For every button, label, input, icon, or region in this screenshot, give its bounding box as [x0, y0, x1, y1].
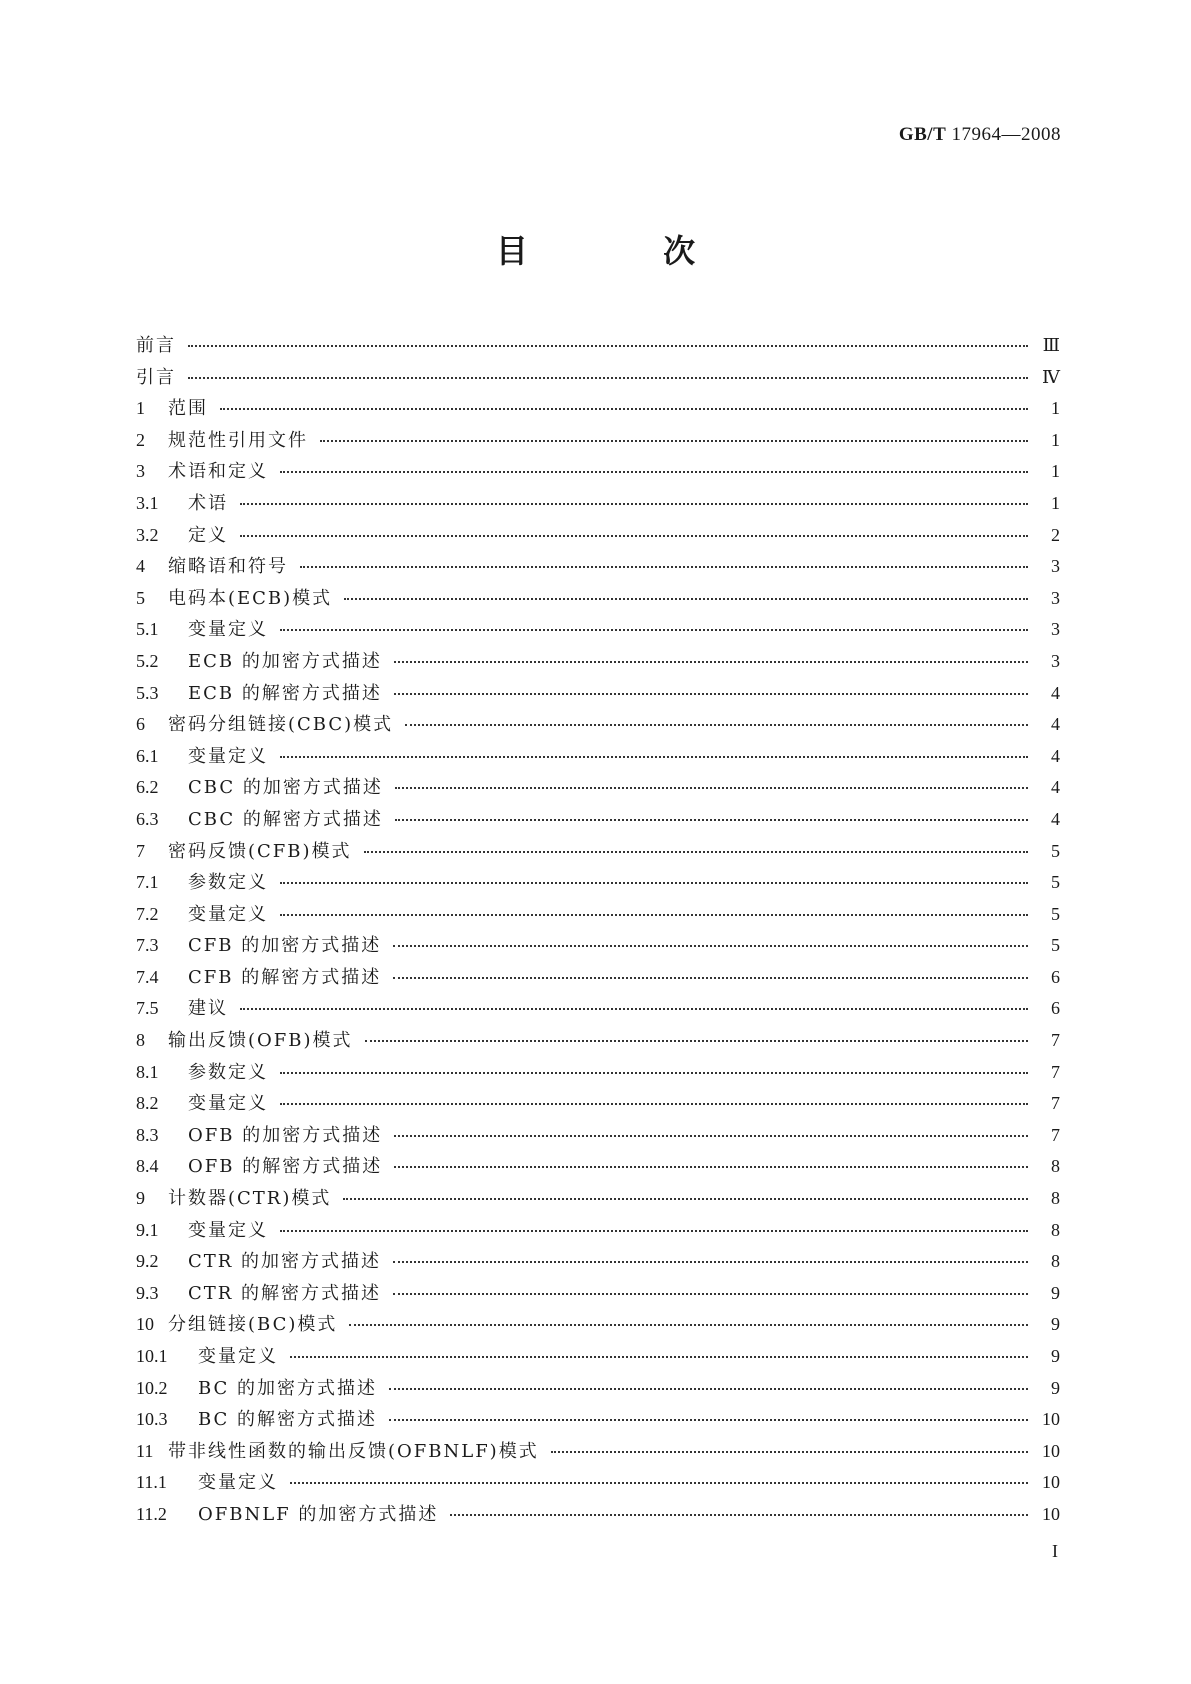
toc-entry-title: 分组链接(BC)模式 [168, 1314, 338, 1336]
toc-entry-number: 9 [136, 1188, 145, 1209]
toc-dot-leader [220, 408, 1028, 410]
toc-entry-title: 变量定义 [188, 1219, 268, 1241]
toc-entry[interactable] [136, 1500, 1060, 1532]
toc-entry[interactable] [136, 1374, 1060, 1406]
toc-entry-page: 9 [1051, 1346, 1060, 1366]
toc-entry-title: 密码反馈(CFB)模式 [168, 840, 352, 862]
toc-entry-page: 8 [1051, 1251, 1060, 1272]
toc-entry-page: 9 [1051, 1377, 1060, 1398]
toc-entry-page: 10 [1042, 1503, 1060, 1524]
toc-entry-title: 参数定义 [188, 872, 268, 894]
toc-entry-page: 3 [1051, 556, 1060, 577]
toc-entry-number: 2 [136, 429, 145, 450]
toc-entry[interactable] [136, 994, 1060, 1026]
toc-entry-number: 6 [136, 714, 145, 735]
toc-entry-number: 5 [136, 587, 145, 608]
toc-entry[interactable] [136, 1247, 1060, 1279]
toc-entry-number: 10.2 [136, 1377, 168, 1398]
toc-entry-number: 5.1 [136, 619, 159, 640]
toc-entry[interactable] [136, 647, 1060, 679]
toc-entry-title: CBC 的加密方式描述 [188, 777, 383, 799]
toc-dot-leader [393, 977, 1028, 979]
toc-entry[interactable] [136, 552, 1060, 584]
toc-dot-leader [395, 819, 1028, 821]
toc-dot-leader [405, 724, 1028, 726]
toc-dot-leader [188, 345, 1028, 347]
toc-entry-number: 6.1 [136, 745, 159, 766]
toc-entry-title: 定义 [188, 524, 228, 546]
toc-entry[interactable] [136, 1279, 1060, 1311]
toc-entry-number: 3 [136, 461, 145, 482]
toc-entry-title: 变量定义 [188, 745, 268, 767]
toc-entry[interactable] [136, 773, 1060, 805]
toc-entry-title: 术语 [188, 492, 228, 514]
toc-entry-number: 6.3 [136, 808, 159, 829]
toc-entry-number: 1 [136, 398, 145, 419]
toc-entry-page: 8 [1051, 1188, 1060, 1209]
toc-entry-page: 8 [1051, 1219, 1060, 1240]
toc-dot-leader [280, 914, 1028, 916]
toc-entry[interactable] [136, 489, 1060, 521]
toc-entry-page: 7 [1051, 1030, 1060, 1051]
toc-dot-leader [280, 471, 1028, 473]
toc-entry[interactable] [136, 615, 1060, 647]
toc-dot-leader [280, 756, 1028, 758]
toc-entry[interactable] [136, 394, 1060, 426]
toc-entry-title: OFBNLF 的加密方式描述 [198, 1503, 439, 1525]
toc-entry-title: 密码分组链接(CBC)模式 [168, 714, 394, 736]
toc-entry-title: 输出反馈(OFB)模式 [168, 1030, 353, 1052]
toc-entry-number: 8.3 [136, 1124, 159, 1145]
toc-entry-title: BC 的解密方式描述 [198, 1409, 378, 1431]
toc-dot-leader [280, 1103, 1028, 1105]
toc-entry[interactable] [136, 1184, 1060, 1216]
toc-entry-page: 10 [1042, 1472, 1060, 1493]
toc-entry[interactable] [136, 1058, 1060, 1090]
toc-entry-number: 4 [136, 556, 145, 577]
toc-entry-page: 1 [1051, 398, 1060, 419]
toc-entry[interactable] [136, 331, 1060, 363]
toc-dot-leader [394, 1166, 1028, 1168]
toc-dot-leader [364, 851, 1028, 853]
toc-entry-number: 10.1 [136, 1346, 168, 1366]
toc-entry-title: 缩略语和符号 [168, 556, 288, 578]
toc-entry-number: 3.1 [136, 492, 159, 513]
toc-dot-leader [343, 1198, 1028, 1200]
toc-entry[interactable] [136, 868, 1060, 900]
toc-dot-leader [240, 1008, 1028, 1010]
toc-entry-number: 7.5 [136, 998, 159, 1019]
toc-entry-number: 9.2 [136, 1251, 159, 1272]
toc-entry-page: 5 [1051, 903, 1060, 924]
toc-dot-leader [349, 1324, 1028, 1326]
toc-dot-leader [240, 503, 1028, 505]
toc-entry-title: 术语和定义 [168, 461, 268, 483]
toc-entry-title: CTR 的加密方式描述 [188, 1251, 382, 1273]
toc-entry-number: 7.3 [136, 935, 159, 956]
toc-entry[interactable] [136, 679, 1060, 711]
toc-dot-leader [280, 1072, 1028, 1074]
toc-dot-leader [344, 598, 1028, 600]
toc-entry-title: 变量定义 [198, 1472, 278, 1494]
toc-entry[interactable] [136, 1437, 1060, 1469]
toc-dot-leader [394, 1135, 1028, 1137]
toc-entry-title: 规范性引用文件 [168, 429, 308, 451]
toc-entry-page: 4 [1051, 808, 1060, 829]
toc-entry-title: 变量定义 [188, 619, 268, 641]
toc-entry-number: 3.2 [136, 524, 159, 545]
toc-dot-leader [300, 566, 1028, 568]
toc-dot-leader [290, 1482, 1028, 1484]
page-title: 目 次 [495, 232, 758, 270]
standard-code: GB/T [898, 124, 947, 145]
toc-dot-leader [395, 787, 1028, 789]
toc-entry[interactable] [136, 900, 1060, 932]
toc-entry-title: 范围 [168, 398, 208, 420]
toc-entry-title: OFB 的加密方式描述 [188, 1124, 383, 1146]
toc-dot-leader [290, 1356, 1028, 1358]
toc-entry[interactable] [136, 1216, 1060, 1248]
toc-dot-leader [240, 535, 1028, 537]
toc-entry-number: 9.1 [136, 1219, 159, 1240]
toc-entry-number: 7.4 [136, 966, 159, 987]
toc-entry-number: 7.2 [136, 903, 159, 924]
toc-entry-page: 2 [1051, 524, 1060, 545]
toc-entry-number: 11.1 [136, 1472, 167, 1493]
toc-entry[interactable] [136, 931, 1060, 963]
toc-entry-number: 10 [136, 1314, 154, 1335]
toc-dot-leader [394, 693, 1028, 695]
toc-entry-title: BC 的加密方式描述 [198, 1377, 378, 1399]
toc-entry-page: 5 [1051, 935, 1060, 956]
toc-entry-title: 计数器(CTR)模式 [168, 1188, 332, 1210]
toc-entry-title: 前言 [136, 335, 176, 356]
toc-entry[interactable] [136, 1089, 1060, 1121]
toc-dot-leader [188, 377, 1028, 379]
toc-entry[interactable] [136, 1310, 1060, 1342]
toc-entry-page: 5 [1051, 872, 1060, 893]
toc-dot-leader [393, 1261, 1028, 1263]
toc-entry-page: 4 [1051, 714, 1060, 735]
toc-entry-title: 引言 [136, 366, 176, 388]
toc-entry[interactable] [136, 1405, 1060, 1437]
toc-entry[interactable] [136, 1468, 1060, 1500]
toc-entry-page: 7 [1051, 1124, 1060, 1145]
toc-entry-number: 7.1 [136, 872, 159, 893]
toc-entry[interactable] [136, 426, 1060, 458]
toc-dot-leader [389, 1419, 1028, 1421]
toc-entry-number: 10.3 [136, 1409, 168, 1430]
toc-entry[interactable] [136, 1026, 1060, 1058]
toc-entry-number: 5.2 [136, 650, 159, 671]
toc-entry-number: 11 [136, 1440, 154, 1461]
toc-entry-page: 1 [1051, 429, 1060, 450]
toc-entry[interactable] [136, 584, 1060, 616]
toc-entry-title: 变量定义 [198, 1346, 278, 1367]
toc-entry-number: 5.3 [136, 682, 159, 703]
toc-entry-title: 带非线性函数的输出反馈(OFBNLF)模式 [168, 1440, 539, 1462]
toc-entry-number: 8 [136, 1030, 145, 1051]
toc-entry[interactable] [136, 837, 1060, 869]
toc-entry[interactable] [136, 1342, 1060, 1374]
toc-entry-page: 5 [1051, 840, 1060, 861]
toc-entry[interactable] [136, 457, 1060, 489]
toc-entry-page: Ⅲ [1042, 335, 1060, 355]
toc-entry[interactable] [136, 1152, 1060, 1184]
toc-entry-title: OFB 的解密方式描述 [188, 1156, 383, 1178]
toc-entry[interactable] [136, 710, 1060, 742]
toc-entry-number: 8.4 [136, 1156, 159, 1177]
toc-entry-page: 4 [1051, 777, 1060, 798]
toc-entry-page: 9 [1051, 1282, 1060, 1303]
standard-number [899, 124, 1061, 146]
toc-dot-leader [365, 1040, 1028, 1042]
toc-entry[interactable] [136, 363, 1060, 395]
toc-entry-number: 8.1 [136, 1061, 159, 1082]
toc-entry-page: 9 [1051, 1314, 1060, 1335]
toc-entry-title: CBC 的解密方式描述 [188, 808, 383, 830]
toc-entry-page: 3 [1051, 650, 1060, 671]
toc-entry-title: ECB 的加密方式描述 [188, 650, 382, 672]
toc-entry[interactable] [136, 805, 1060, 837]
toc-entry-number: 7 [136, 840, 145, 861]
page-number: I [1052, 1541, 1058, 1561]
toc-entry-page: Ⅳ [1042, 366, 1060, 387]
toc-dot-leader [551, 1451, 1028, 1453]
toc-dot-leader [320, 440, 1028, 442]
toc-entry-number: 8.2 [136, 1093, 159, 1114]
toc-entry-title: 建议 [188, 998, 228, 1020]
toc-entry-page: 10 [1042, 1409, 1060, 1430]
toc-entry-page: 7 [1051, 1061, 1060, 1082]
toc-entry-page: 10 [1042, 1440, 1060, 1461]
toc-entry-title: CFB 的加密方式描述 [188, 935, 382, 957]
toc-entry-page: 1 [1051, 492, 1060, 513]
toc-entry-page: 8 [1051, 1156, 1060, 1177]
standard-year-number: 17964—2008 [951, 124, 1061, 145]
toc-dot-leader [450, 1514, 1028, 1516]
toc-dot-leader [280, 882, 1028, 884]
toc-entry[interactable] [136, 1121, 1060, 1153]
toc-dot-leader [393, 945, 1028, 947]
toc-dot-leader [280, 629, 1028, 631]
toc-entry-page: 7 [1051, 1093, 1060, 1114]
toc-entry[interactable] [136, 742, 1060, 774]
toc-entry-title: 变量定义 [188, 1093, 268, 1115]
toc-entry-page: 3 [1051, 587, 1060, 608]
toc-dot-leader [393, 1293, 1028, 1295]
toc-entry-number: 9.3 [136, 1282, 159, 1303]
table-of-contents [136, 331, 1060, 1532]
toc-entry-page: 3 [1051, 619, 1060, 640]
toc-dot-leader [389, 1388, 1028, 1390]
toc-entry-number: 11.2 [136, 1503, 167, 1524]
toc-entry-title: CFB 的解密方式描述 [188, 966, 382, 988]
toc-entry-page: 4 [1051, 745, 1060, 766]
toc-entry-number: 6.2 [136, 777, 159, 798]
toc-entry-title: 变量定义 [188, 903, 268, 925]
toc-dot-leader [394, 661, 1028, 663]
toc-entry-page: 1 [1051, 461, 1060, 482]
toc-entry[interactable] [136, 521, 1060, 553]
toc-entry-title: ECB 的解密方式描述 [188, 682, 382, 704]
toc-entry-title: 参数定义 [188, 1061, 268, 1083]
toc-entry[interactable] [136, 963, 1060, 995]
toc-entry-page: 4 [1051, 682, 1060, 703]
toc-entry-title: CTR 的解密方式描述 [188, 1282, 382, 1304]
toc-dot-leader [280, 1230, 1028, 1232]
toc-entry-page: 6 [1051, 966, 1060, 987]
toc-entry-page: 6 [1051, 998, 1060, 1019]
toc-entry-title: 电码本(ECB)模式 [168, 587, 333, 609]
